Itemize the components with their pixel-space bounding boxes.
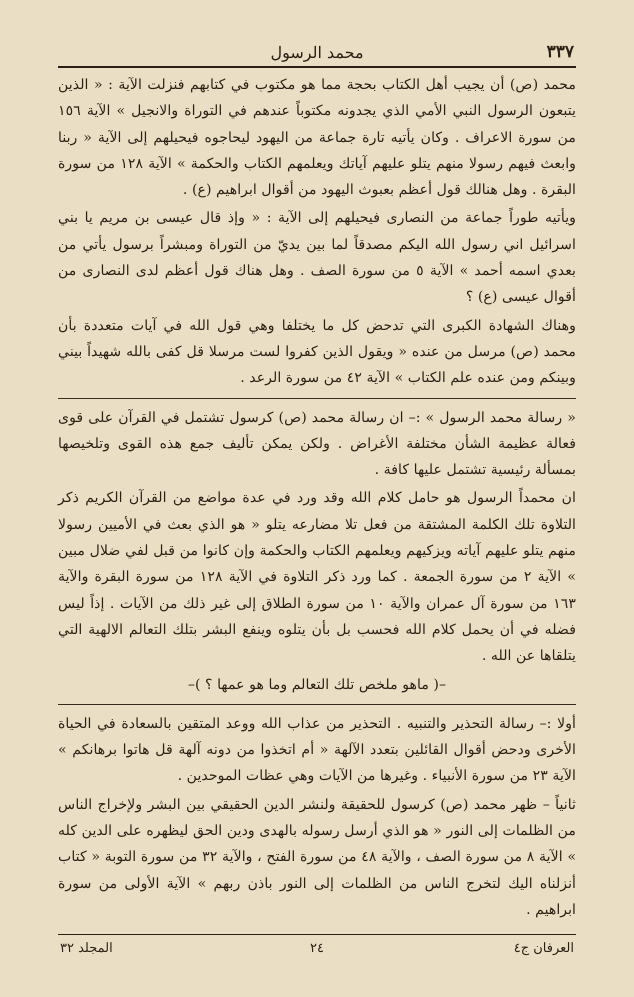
section-divider-2 [58, 704, 576, 705]
running-title: محمد الرسول [270, 43, 364, 62]
section-question: –( ماهو ملخص تلك التعالم وما هو عمها ؟ )– [187, 676, 447, 693]
journal-name: العرفان ج٤ [513, 941, 574, 956]
paragraph-1: محمد (ص) أن يجيب أهل الكتاب بحجة مما هو مكتوب في كتابهم فنزلت الآية : « الذين يتبعون الرسول النبي الأمي الذي يجدونه مكتوباً عندهم في التوراة والانجيل » الآية ١٥٦ من سورة الاعراف . وكان يأتيه تارة جماعة من اليهود ليحاجوه فيحيلهم إلى الآية « ربنا وابعث فيهم رسولا منهم يتلو عليهم آياتك ويعلمهم الكتاب والحكمة » الآية ١٢٨ من سورة البقرة . وهل هنالك قول أعظم بعبوث اليهود من أقوال ابراهيم (ع) . [58, 77, 576, 199]
footer-rule [58, 934, 576, 935]
paragraph-3: وهناك الشهادة الكبرى التي تدحض كل ما يختلفا وهي قول الله في آيات متعددة بأن محمد (ص) مرسل من عنده « ويقول الذين كفروا لست مرسلا قل كفى بالله شهيداً بيني وبينكم ومن عنده علم الكتاب » الآية ٤٢ من سورة الرعد . [58, 317, 576, 387]
paragraph-7: ثانياً – ظهر محمد (ص) كرسول للحقيقة ولنشر الدين الحقيقي بين البشر ولإخراج الناس من الظلمات إلى النور « هو الذي أرسل رسوله بالهدى ودين الحق ليظهره على الدين كله » الآية ٨ من سورة الصف ، والآية ٤٨ من سورة الفتح ، والآية ٣٢ من سورة التوبة « كتاب أنزلناه اليك لتخرج الناس من الظلمات إلى النور باذن ربهم » الآية الأولى من سورة ابراهيم . [58, 796, 576, 918]
paragraph-2: ويأتيه طوراً جماعة من النصارى فيحيلهم إلى الآية : « وإذ قال عيسى بن مريم يا بني اسرائيل اني رسول الله اليكم مصدقاً لما بين يديّ من التوراة ومبشراً برسول يأتي من بعدي اسمه أحمد » الآية ٥ من سورة الصف . وهل هناك قول أعظم لدى النصارى من أقوال عيسى (ع) ؟ [58, 210, 576, 306]
page-footer [60, 941, 574, 961]
section-divider [58, 398, 576, 399]
page-header [60, 38, 574, 62]
paragraph-4: « رسالة محمد الرسول » :– ان رسالة محمد (ص) كرسول تشتمل في القرآن على قوى فعالة عظيمة الشأن مختلفة الأغراض . ولكن يمكن تأليف جمع هذه القوى وتلخيصها بمسألة رئيسية تشتمل عليها كافة . [58, 409, 576, 479]
header-rule [58, 66, 576, 68]
page-body [58, 72, 576, 923]
paragraph-6: أولا :– رسالة التحذير والتنبيه . التحذير من عذاب الله ووعد المتقين بالسعادة في الحياة الأخرى ودحض أقوال القائلين بتعدد الآلهة « أم اتخذوا من دونه آلهة قل هاتوا برهانكم » الآية ٢٣ من سورة الأنبياء . وغيرها من الآيات وهي عظات الموحدين . [58, 715, 576, 785]
volume-label: المجلد ٣٢ [60, 941, 113, 956]
page-folio: ٢٤ [310, 941, 324, 956]
page-number: ٣٣٧ [546, 42, 574, 62]
paragraph-5: ان محمداً الرسول هو حامل كلام الله وقد ورد في عدة مواضع من القرآن الكريم ذكر التلاوة تلك الكلمة المشتقة من فعل تلا مضارعه يتلو « هو الذي بعث في الأميين رسولا منهم يتلو عليهم آياته ويزكيهم ويعلمهم الكتاب والحكمة وإن كانوا من قبل لفي ضلال مبين » الآية ٢ من سورة الجمعة . كما ورد ذكر التلاوة في الآية ١٢٨ من سورة البقرة والآية ١٦٣ من سورة آل عمران والآية ١٠ من سورة الطلاق إلى غير ذلك من الآيات . إذاً ليس فضله في أن يحمل كلام الله فحسب بل بأن يتلوه وينفع البشر بتلك التعالم الالهية التي يتلقاها عن الله . [58, 490, 576, 665]
